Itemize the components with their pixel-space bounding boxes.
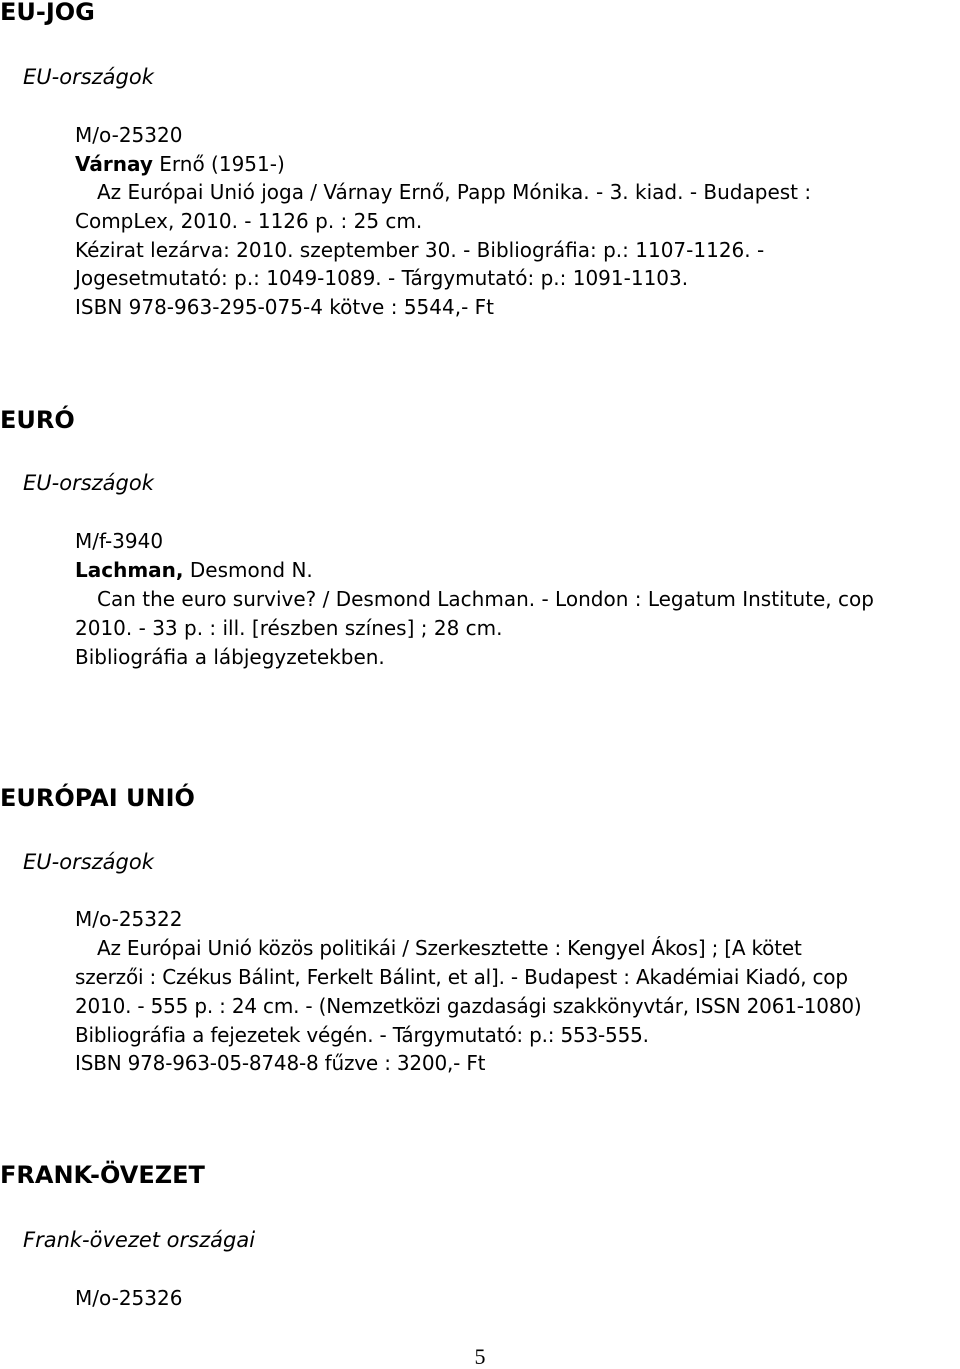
author-rest: Desmond N.	[183, 558, 313, 582]
record-author	[75, 154, 285, 174]
record-callno: M/o-25322	[75, 907, 183, 931]
record-isbn: ISBN 978-963-295-075-4 kötve : 5544,- Ft	[75, 295, 494, 319]
subheading-frank-ovezet-orszagai: Frank-övezet országai	[23, 1228, 256, 1252]
record-line: Bibliográfia a fejezetek végén. - Tárgymutató: p.: 553-555.	[75, 1023, 649, 1047]
record-line: Bibliográfia a lábjegyzetekben.	[75, 645, 385, 669]
record-callno: M/f-3940	[75, 529, 164, 553]
author-surname: Lachman,	[75, 558, 184, 582]
subheading-eu-orszagok: EU-országok	[23, 850, 154, 874]
section-heading-eu-jog: EU-JOG	[0, 0, 95, 26]
subheading-eu-orszagok: EU-országok	[23, 65, 154, 89]
record-line: szerzői : Czékus Bálint, Ferkelt Bálint, et al]. - Budapest : Akadémiai Kiadó, cop	[75, 965, 848, 989]
record-title-line: Can the euro survive? / Desmond Lachman. - London : Legatum Institute, cop	[97, 587, 874, 611]
record-callno: M/o-25320	[75, 123, 183, 147]
record-line: 2010. - 33 p. : ill. [részben színes] ; 28 cm.	[75, 616, 503, 640]
section-heading-euro: EURÓ	[0, 406, 75, 434]
page-number: 5	[474, 1344, 486, 1369]
section-heading-europai-unio: EURÓPAI UNIÓ	[0, 784, 195, 812]
record-line: Jogesetmutató: p.: 1049-1089. - Tárgymutató: p.: 1091-1103.	[75, 266, 689, 290]
record-isbn: ISBN 978-963-05-8748-8 fűzve : 3200,- Ft	[75, 1051, 486, 1075]
section-heading-frank-ovezet: FRANK-ÖVEZET	[0, 1161, 205, 1189]
subheading-eu-orszagok: EU-országok	[23, 471, 154, 495]
author-rest: Ernő (1951-)	[152, 152, 285, 176]
author-surname: Várnay	[75, 152, 153, 176]
record-line: Kézirat lezárva: 2010. szeptember 30. - Bibliográfia: p.: 1107-1126. -	[75, 238, 765, 262]
record-callno: M/o-25326	[75, 1286, 183, 1310]
record-title-line: Az Európai Unió közös politikái / Szerkesztette : Kengyel Ákos] ; [A kötet	[97, 936, 802, 960]
record-author	[75, 560, 313, 580]
record-line: 2010. - 555 p. : 24 cm. - (Nemzetközi gazdasági szakkönyvtár, ISSN 2061-1080)	[75, 994, 862, 1018]
record-title-line: Az Európai Unió joga / Várnay Ernő, Papp Mónika. - 3. kiad. - Budapest :	[97, 180, 812, 204]
record-line: CompLex, 2010. - 1126 p. : 25 cm.	[75, 209, 423, 233]
